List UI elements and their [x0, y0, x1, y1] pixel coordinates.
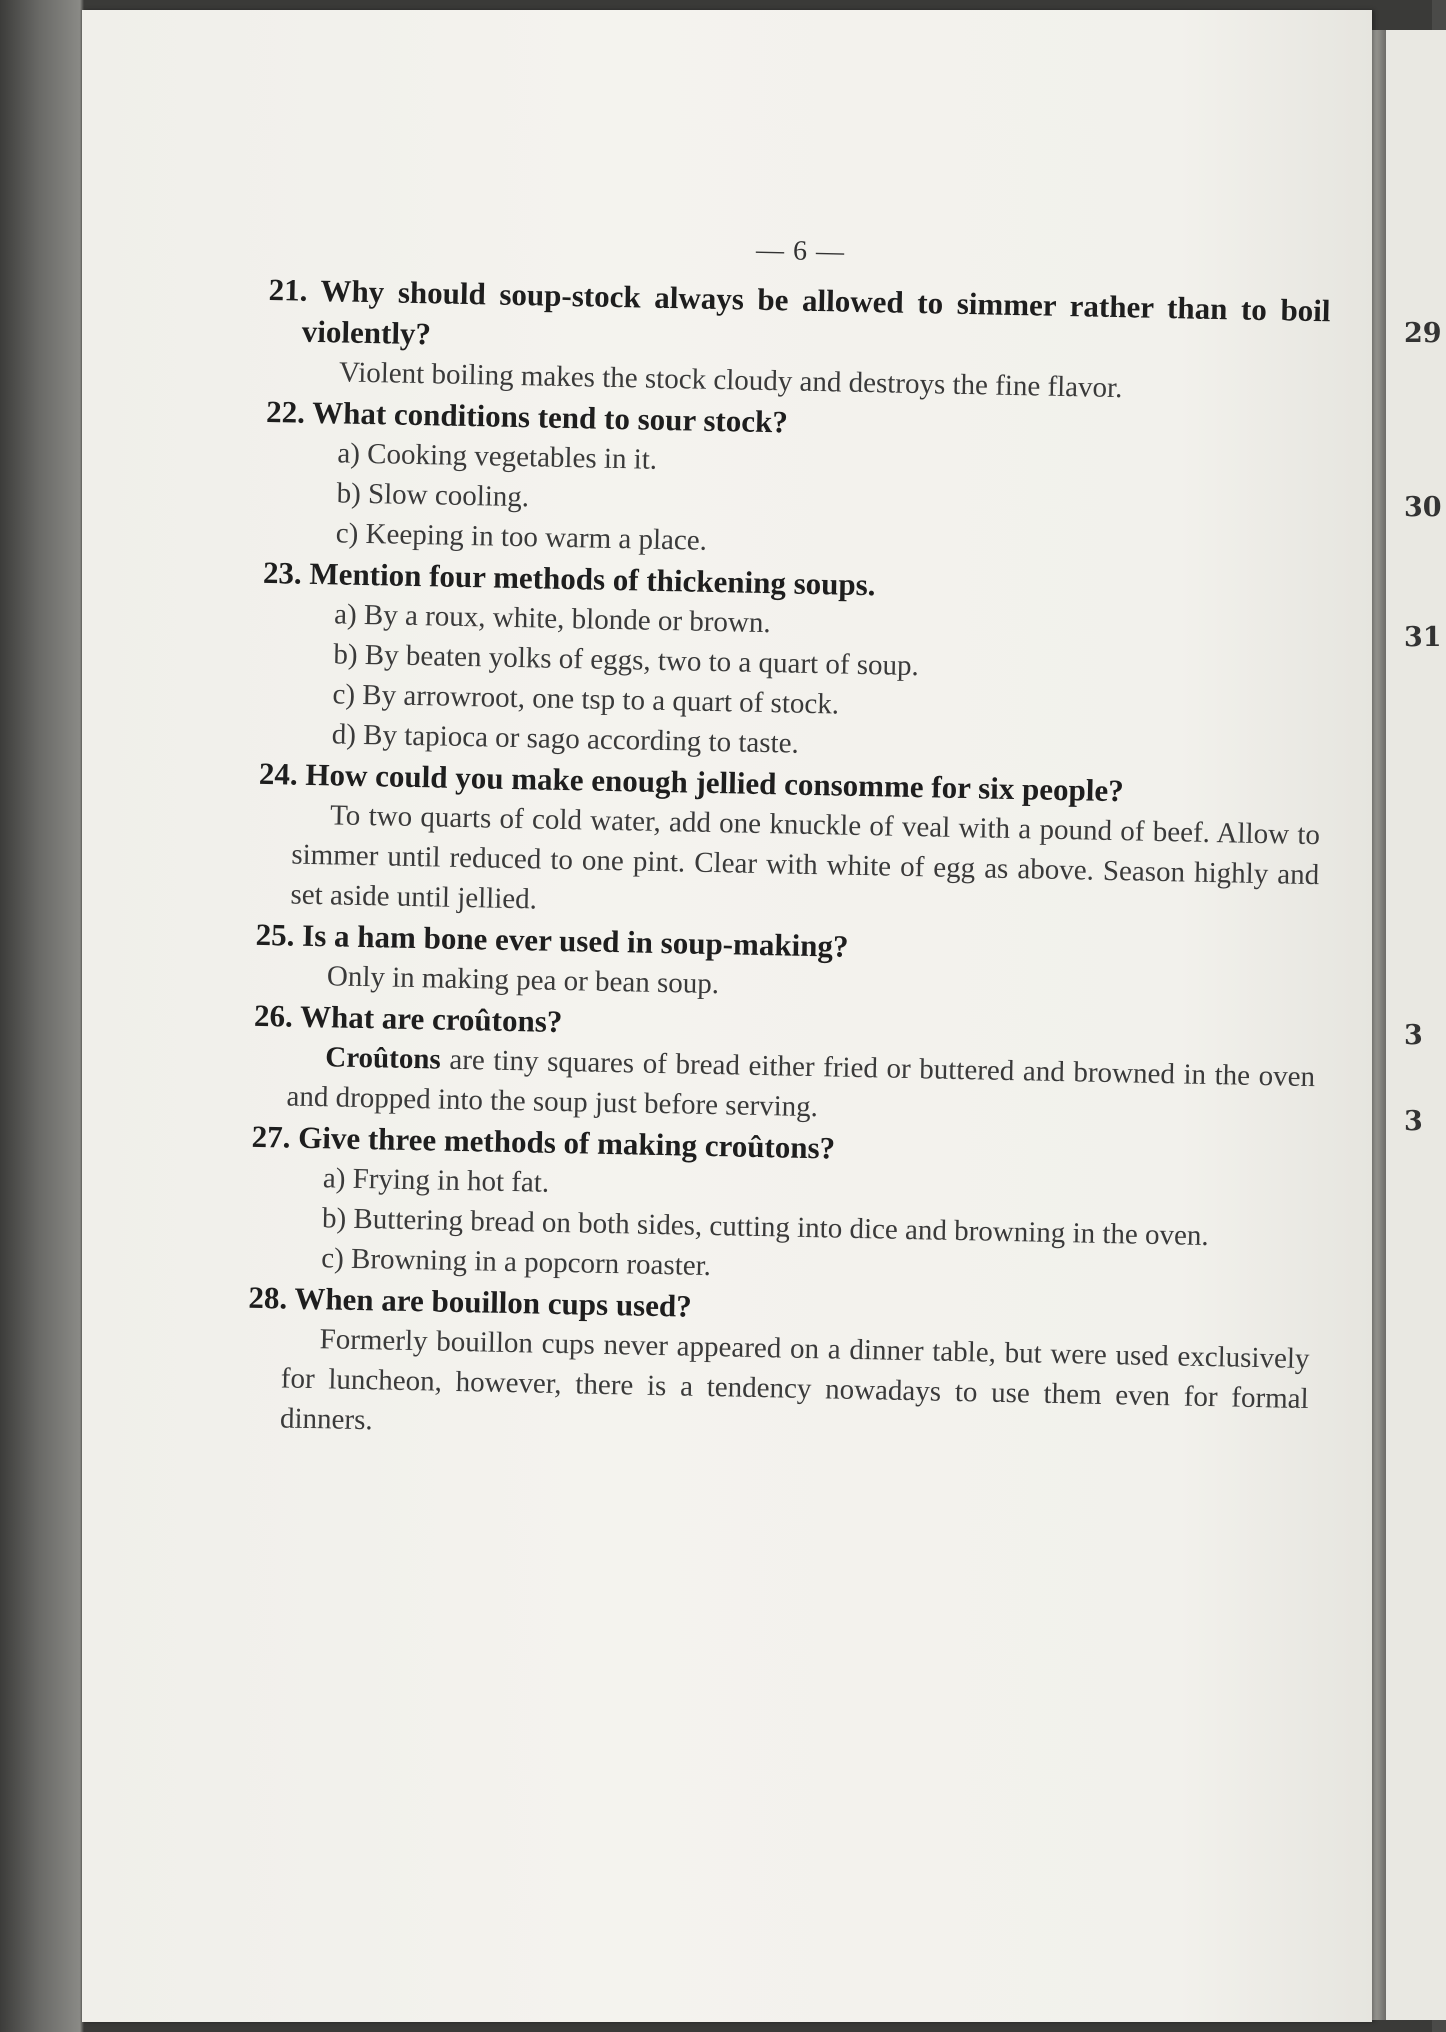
- option-list: [249, 1157, 1313, 1298]
- option-list: [263, 432, 1327, 573]
- question: 25. Is a ham bone ever used in soup-making?: [255, 916, 849, 964]
- margin-number: 3: [1404, 1020, 1423, 1051]
- option-list: [259, 593, 1324, 774]
- qa-item-24: [256, 753, 1321, 935]
- question: 24. How could you make enough jellied consomme for six people?: [258, 755, 1125, 809]
- answer: Only in making pea or bean soup.: [326, 960, 720, 1001]
- question: 27. Give three methods of making croûtons?: [251, 1118, 836, 1166]
- option: a) Frying in hot fat.: [322, 1162, 550, 1199]
- answer: Formerly bouillon cups never appeared on a dinner table, but were used exclusively for luncheon, however, there is a tendency nowadays to use them even for formal dinners.: [279, 1323, 1310, 1437]
- qa-item-21: [267, 269, 1331, 412]
- option: b) Buttering bread on both sides, cutting into dice and browning in the oven.: [321, 1202, 1209, 1253]
- option: c) By arrowroot, one tsp to a quart of stock.: [332, 678, 840, 721]
- qa-item-22: [263, 391, 1328, 573]
- margin-number: 31: [1404, 622, 1442, 653]
- answer: Violent boiling makes the stock cloudy and destroys the fine flavor.: [338, 356, 1123, 405]
- qa-item-26: [252, 995, 1316, 1137]
- option: a) By a roux, white, blonde or brown.: [333, 598, 771, 640]
- option: a) Cooking vegetables in it.: [337, 437, 658, 476]
- question: 28. When are bouillon cups used?: [248, 1279, 693, 1324]
- option: b) By beaten yolks of eggs, two to a quart of soup.: [333, 638, 920, 683]
- question: 26. What are croûtons?: [253, 997, 563, 1040]
- option: c) Browning in a popcorn roaster.: [320, 1242, 712, 1283]
- question: 21. Why should soup-stock always be allowed to simmer rather than to boil violently?: [268, 271, 1331, 352]
- answer-text: are tiny squares of bread either fried or buttered and browned in the oven and dropped into the soup just before serving.: [286, 1043, 1316, 1124]
- answer-term: Croûtons: [324, 1041, 442, 1076]
- option: b) Slow cooling.: [336, 477, 530, 514]
- margin-number: 30: [1404, 492, 1442, 523]
- option: c) Keeping in too warm a place.: [335, 517, 708, 557]
- margin-number: 3: [1404, 1106, 1423, 1137]
- page-content: [246, 225, 1332, 1459]
- qa-item-23: [259, 552, 1325, 774]
- answer: To two quarts of cold water, add one knuckle of veal with a pound of beef. Allow to simmer until reduced to one pint. Clear with white of egg as above. Season highly and set aside until jellied.: [290, 799, 1321, 916]
- option: d) By tapioca or sago according to taste.: [331, 718, 800, 760]
- question: 22. What conditions tend to sour stock?: [265, 393, 789, 440]
- qa-item-27: [249, 1116, 1314, 1298]
- page-number: — 6 —: [755, 234, 846, 268]
- qa-item-28: [246, 1277, 1311, 1459]
- question: 23. Mention four methods of thickening soups.: [262, 554, 876, 603]
- margin-number: 29: [1404, 318, 1442, 349]
